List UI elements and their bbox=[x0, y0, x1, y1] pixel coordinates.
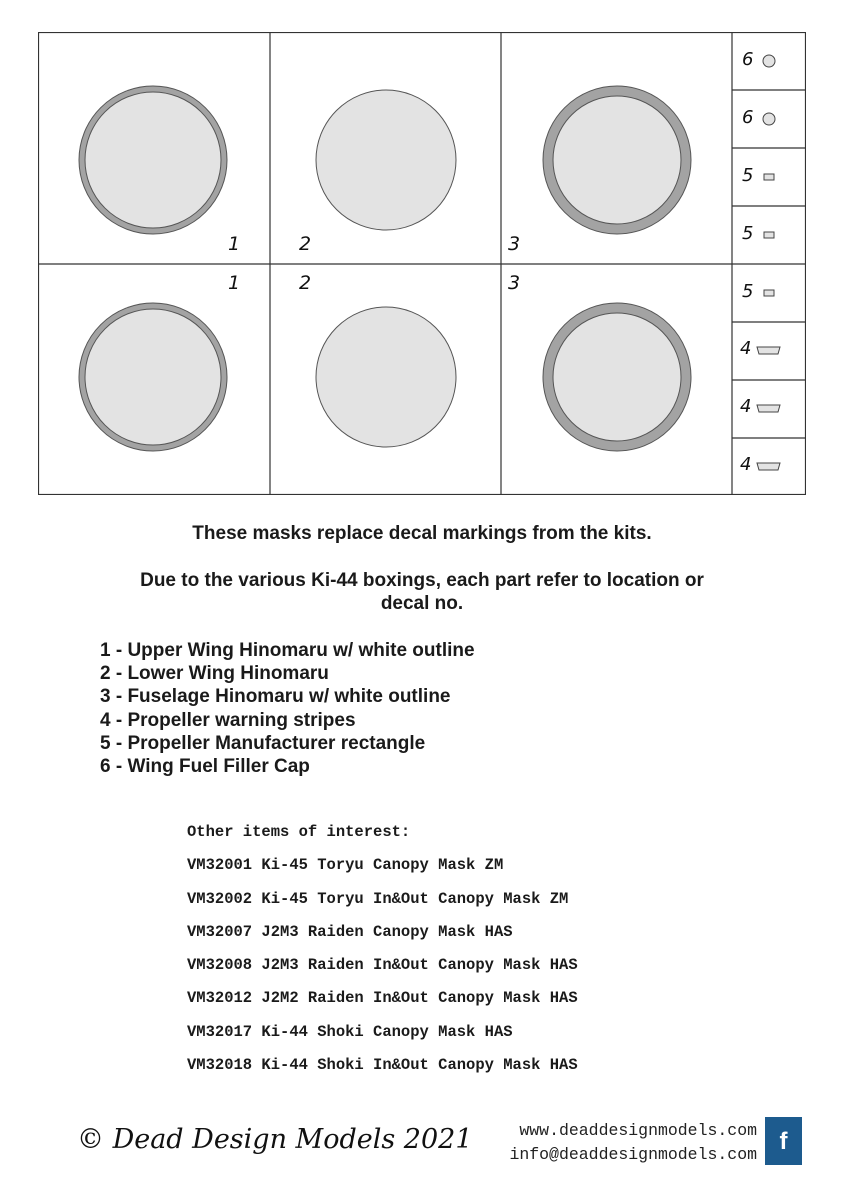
panel-label: 3 bbox=[508, 233, 521, 255]
legend-item: 2 - Lower Wing Hinomaru bbox=[100, 663, 329, 685]
manufacturer-rectangle-mask bbox=[764, 174, 774, 180]
other-item: VM32017 Ki-44 Shoki Canopy Mask HAS bbox=[187, 1022, 513, 1041]
legend-item: 4 - Propeller warning stripes bbox=[100, 709, 356, 731]
side-label: 6 bbox=[742, 49, 754, 70]
side-label: 4 bbox=[740, 396, 752, 417]
other-item: VM32018 Ki-44 Shoki In&Out Canopy Mask HAS bbox=[187, 1056, 578, 1075]
legend-item: 1 - Upper Wing Hinomaru w/ white outline bbox=[100, 640, 475, 661]
side-label: 4 bbox=[740, 338, 752, 359]
upper-wing-hinomaru-mask bbox=[79, 303, 227, 451]
contact-info bbox=[509, 1119, 757, 1167]
other-item: VM32008 J2M3 Raiden In&Out Canopy Mask HAS bbox=[187, 956, 578, 975]
parts-legend bbox=[100, 639, 475, 778]
panel-label: 2 bbox=[299, 272, 312, 294]
legend-item: 6 - Wing Fuel Filler Cap bbox=[100, 756, 310, 778]
lower-wing-hinomaru-mask bbox=[316, 307, 456, 447]
side-label: 5 bbox=[742, 165, 754, 186]
lower-wing-hinomaru-mask bbox=[316, 90, 456, 230]
other-item: VM32012 J2M2 Raiden In&Out Canopy Mask HAS bbox=[187, 989, 578, 1008]
propeller-stripe-mask bbox=[757, 347, 780, 354]
fuel-filler-cap-mask bbox=[763, 113, 775, 125]
fuselage-hinomaru-mask bbox=[543, 303, 691, 451]
panel-label: 1 bbox=[228, 233, 241, 255]
boxings-note-line: decal no. bbox=[380, 593, 464, 614]
other-item: VM32002 Ki-45 Toryu In&Out Canopy Mask ZM bbox=[187, 889, 569, 908]
panel-label: 2 bbox=[299, 233, 312, 255]
legend-item: 3 - Fuselage Hinomaru w/ white outline bbox=[100, 686, 451, 708]
other-items-header: Other items of interest: bbox=[187, 823, 411, 841]
mask-sheet bbox=[38, 32, 806, 495]
legend-item: 5 - Propeller Manufacturer rectangle bbox=[100, 732, 426, 754]
facebook-icon[interactable] bbox=[765, 1117, 802, 1165]
decal-replacement-note: These masks replace decal markings from the kits. bbox=[192, 523, 652, 544]
panel-label: 1 bbox=[228, 272, 241, 294]
fuselage-hinomaru-mask bbox=[543, 86, 691, 234]
manufacturer-rectangle-mask bbox=[764, 232, 774, 238]
propeller-stripe-mask bbox=[757, 463, 780, 470]
other-item: VM32001 Ki-45 Toryu Canopy Mask ZM bbox=[187, 856, 504, 875]
facebook-glyph: f bbox=[779, 1128, 788, 1155]
manufacturer-rectangle-mask bbox=[764, 290, 774, 296]
boxings-note-line: Due to the various Ki-44 boxings, each part refer to location or bbox=[140, 570, 704, 591]
side-label: 6 bbox=[742, 107, 754, 128]
other-items-list bbox=[187, 823, 578, 1089]
side-label: 5 bbox=[742, 281, 754, 302]
upper-wing-hinomaru-mask bbox=[79, 86, 227, 234]
side-label: 4 bbox=[740, 454, 752, 475]
mask-sheet-drawing bbox=[38, 32, 806, 495]
email-link[interactable]: info@deaddesignmodels.com bbox=[509, 1145, 757, 1164]
fuel-filler-cap-mask bbox=[763, 55, 775, 67]
boxings-note bbox=[0, 569, 844, 615]
propeller-stripe-mask bbox=[757, 405, 780, 412]
brand-copyright: © Dead Design Models 2021 bbox=[77, 1124, 473, 1155]
other-item: VM32007 J2M3 Raiden Canopy Mask HAS bbox=[187, 922, 513, 941]
panel-label: 3 bbox=[508, 272, 521, 294]
side-label: 5 bbox=[742, 223, 754, 244]
website-link[interactable]: www.deaddesignmodels.com bbox=[519, 1121, 757, 1140]
